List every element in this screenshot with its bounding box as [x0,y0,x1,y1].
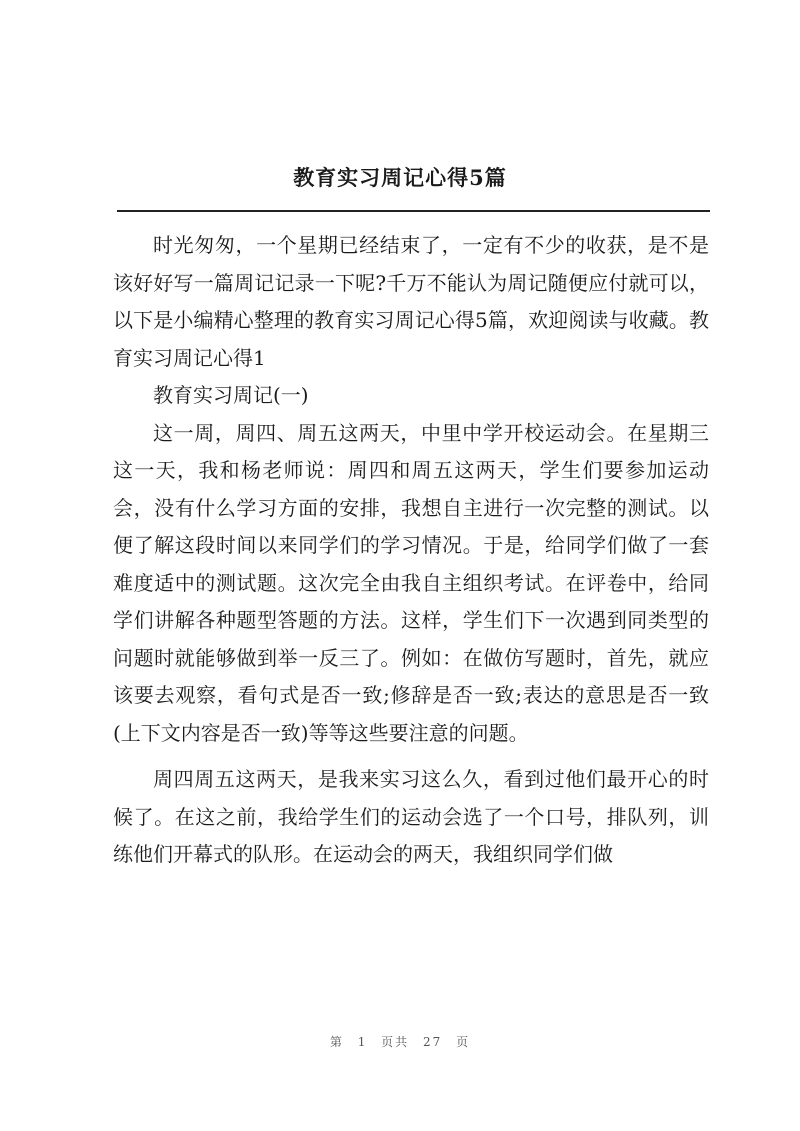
footer-suffix: 页 [456,1035,471,1049]
footer-total-pages: 27 [423,1035,443,1049]
page-footer [0,1033,800,1050]
document-body [113,227,709,874]
footer-prefix: 第 [329,1035,344,1049]
paragraph-intro: 时光匆匆，一个星期已经结束了，一定有不少的收获，是不是该好好写一篇周记记录一下呢?千万不能认为周记随便应付就可以，以下是小编精心整理的教育实习周记心得5篇，欢迎阅读与收藏。教育实习周记心得1 [113,233,709,370]
paragraph-section-heading: 教育实习周记(一) [153,383,309,407]
paragraph-week-test: 这一周，周四、周五这两天，中里中学开校运动会。在星期三这一天，我和杨老师说：周四和周五这两天，学生们要参加运动会，没有什么学习方面的安排，我想自主进行一次完整的测试。以便了解这段时间以来同学们的学习情况。于是，给同学们做了一套难度适中的测试题。这次完全由我自主组织考试。在评卷中，给同学们讲解各种题型答题的方法。这样，学生们下一次遇到同类型的问题时就能够做到举一反三了。例如：在做仿写题时，首先，就应该要去观察，看句式是否一致;修辞是否一致;表达的意思是否一致(上下文内容是否一致)等等这些要注意的问题。 [113,420,709,745]
footer-page-number: 1 [357,1035,368,1049]
title-divider [117,210,710,212]
footer-middle: 页共 [381,1035,410,1049]
document-title: 教育实习周记心得5篇 [293,165,507,190]
paragraph-sports-meet: 周四周五这两天，是我来实习这么久，看到过他们最开心的时候了。在这之前，我给学生们的运动会选了一个口号，排队列，训练他们开幕式的队形。在运动会的两天，我组织同学们做 [113,767,709,866]
